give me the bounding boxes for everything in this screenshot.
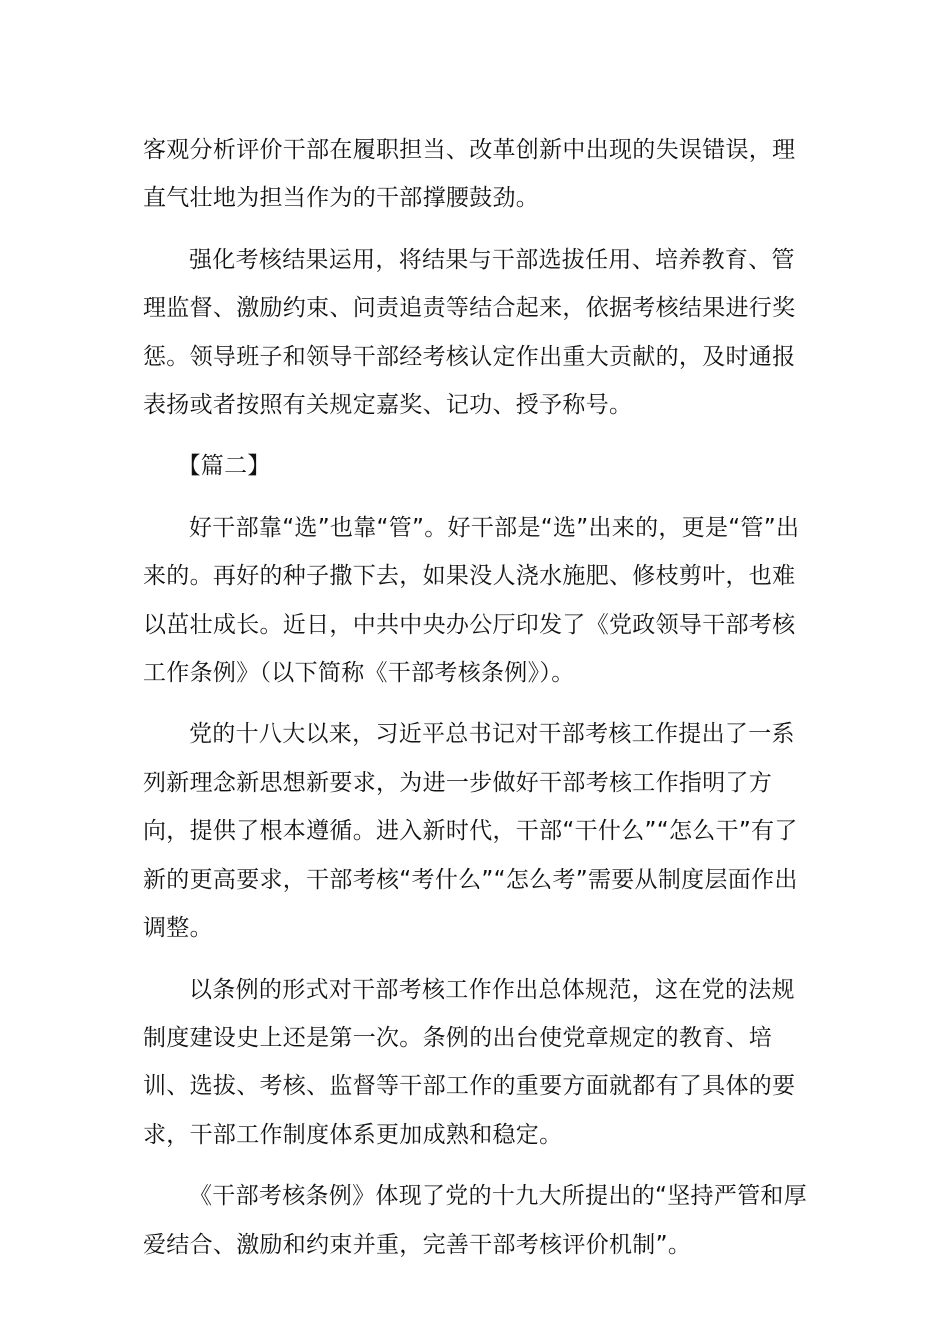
paragraph: 好干部靠“选”也靠“管”。好干部是“选”出来的，更是“管”出来的。再好的种子撒下去，如果没人浇水施肥、修枝剪叶，也难以茁壮成长。近日，中共中央办公厅印发了《党政领导干部考核工作条例》（以下简称《干部考核条例》）。 <box>143 514 800 687</box>
section-heading: 【篇二】 <box>177 453 271 480</box>
paragraph: 《干部考核条例》体现了党的十九大所提出的“坚持严管和厚爱结合、激励和约束并重，完善干部考核评价机制”。 <box>143 1183 808 1258</box>
paragraph: 以条例的形式对干部考核工作作出总体规范，这在党的法规制度建设史上还是第一次。条例的出台使党章规定的教育、培训、选拔、考核、监督等干部工作的重要方面就都有了具体的要求，干部工作制度体系更加成熟和稳定。 <box>143 976 796 1148</box>
paragraph-continued: 客观分析评价干部在履职担当、改革创新中出现的失误错误，理直气壮地为担当作为的干部撑腰鼓劲。 <box>143 137 796 212</box>
document-body <box>143 126 807 1282</box>
paragraph: 党的十八大以来，习近平总书记对干部考核工作提出了一系列新理念新思想新要求，为进一步做好干部考核工作指明了方向，提供了根本遵循。进入新时代，干部“干什么”“怎么干”有了新的更高要求，干部考核“考什么”“怎么考”需要从制度层面作出调整。 <box>143 721 798 942</box>
paragraph: 强化考核结果运用，将结果与干部选拔任用、培养教育、管理监督、激励约束、问责追责等结合起来，依据考核结果进行奖惩。领导班子和领导干部经考核认定作出重大贡献的，及时通报表扬或者按照有关规定嘉奖、记功、授予称号。 <box>143 246 796 419</box>
